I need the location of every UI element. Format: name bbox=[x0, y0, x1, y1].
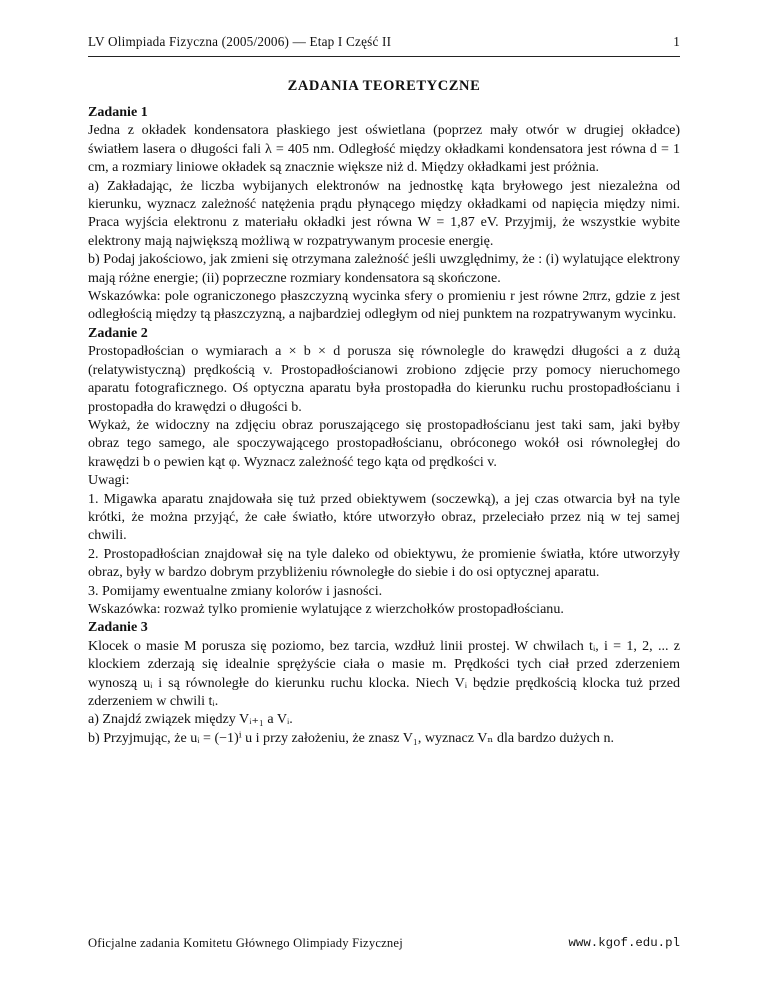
page-header bbox=[88, 34, 680, 54]
problem-2-note-1: 1. Migawka aparatu znajdowała się tuż przed obiektywem (soczewką), a jej czas otwarcia był na tyle krótki, że można przyjąć, że całe światło, które utworzyło obraz, przeleciało przez nią w tej samej chwili. bbox=[88, 490, 680, 544]
problem-2-paragraph: Prostopadłościan o wymiarach a × b × d porusza się równolegle do krawędzi długości a z dużą (relatywistyczną) prędkością v. Prostopadłościanowi zrobiono zdjęcie przy pomocy nieruchomego aparatu fotograficznego. Oś optyczna aparatu była prostopadła do kierunku ruchu prostopadłościanu i prostopadła do krawędzi o długości b. bbox=[88, 343, 680, 415]
problem-2-note-3: 3. Pomijamy ewentualne zmiany kolorów i jasności. bbox=[88, 582, 383, 599]
page-title: ZADANIA TEORETYCZNE bbox=[287, 78, 481, 94]
problem-3-part-b: b) Przyjmując, że uᵢ = (−1)ⁱ u i przy założeniu, że znasz V₁, wyznacz Vₙ dla bardzo dużych n. bbox=[88, 729, 614, 746]
problem-1-part-a: a) Zakładając, że liczba wybijanych elektronów na jednostkę kąta bryłowego jest niezależna od kierunku, wyznacz zależność natężenia prądu płynącego między okładkami od napięcia między nimi. Praca wyjścia elektronu z materiału okładki jest równa W = 1,87 eV. Przyjmij, że wszystkie wybite elektrony mają największą możliwą w rozpatrywanym procesie energię. bbox=[88, 177, 680, 249]
running-header: LV Olimpiada Fizyczna (2005/2006) — Etap I Część II bbox=[88, 34, 392, 49]
problem-2-notes-label: Uwagi: bbox=[88, 472, 130, 489]
problem-3-part-a: a) Znajdź związek między Vᵢ₊₁ a Vᵢ. bbox=[88, 711, 293, 728]
problem-1-hint: Wskazówka: pole ograniczonego płaszczyzną wycinka sfery o promieniu r jest równe 2πrz, gdzie z jest odległością między tą płaszczyzną, a najbardziej odległym od niej punktem na rozpatrywanym wycinku. bbox=[88, 288, 680, 323]
problem-2-heading: Zadanie 2 bbox=[88, 324, 148, 341]
problem-3 bbox=[88, 618, 680, 747]
problem-2-note-2: 2. Prostopadłościan znajdował się na tyle daleko od obiektywu, że promienie światła, które utworzyły obraz, były w bardzo dobrym przybliżeniu równoległe do siebie i do osi optycznej aparatu. bbox=[88, 545, 680, 581]
header-rule bbox=[88, 56, 680, 57]
problem-2 bbox=[88, 324, 680, 619]
page-footer bbox=[88, 936, 680, 956]
problem-3-heading: Zadanie 3 bbox=[88, 619, 148, 636]
problem-1-paragraph: Jedna z okładek kondensatora płaskiego jest oświetlana (poprzez mały otwór w drugiej okładce) światłem lasera o długości fali λ = 405 nm. Odległość między okładkami kondensatora jest równa d = 1 cm, a rozmiary liniowe okładek są znacznie większe niż d. Między okładkami jest próżnia. bbox=[88, 122, 680, 176]
problem-2-task: Wykaż, że widoczny na zdjęciu obraz poruszającego się prostopadłościanu jest taki sam, jaki byłby obraz tego samego, ale spoczywającego prostopadłościanu, obróconego wokół osi równoległej do krawędzi b o pewien kąt φ. Wyznacz zależność tego kąta od prędkości v. bbox=[88, 416, 680, 470]
problem-1 bbox=[88, 103, 680, 324]
problem-1-part-b: b) Podaj jakościowo, jak zmieni się otrzymana zależność jeśli uwzględnimy, że : (i) wylatujące elektrony mają różne energie; (ii) poprzeczne rozmiary kondensatora są skończone. bbox=[88, 251, 680, 286]
problem-2-hint: Wskazówka: rozważ tylko promienie wylatujące z wierzchołków prostopadłościanu. bbox=[88, 600, 564, 617]
problem-1-heading: Zadanie 1 bbox=[88, 104, 148, 120]
page-number: 1 bbox=[673, 34, 680, 49]
main-content bbox=[88, 103, 680, 747]
problem-3-paragraph: Klocek o masie M porusza się poziomo, bez tarcia, wzdłuż linii prostej. W chwilach tᵢ, i = 1, 2, ... z klockiem zderzają się idealnie sprężyście ciała o masie m. Prędkości tych ciał przed zderzeniem wynoszą uᵢ i są równoległe do kierunku ruchu klocka. Niech Vᵢ będzie prędkością klocka tuż przed zderzeniem w chwili tᵢ. bbox=[88, 637, 680, 709]
footer-source: Oficjalne zadania Komitetu Głównego Olimpiady Fizycznej bbox=[88, 936, 403, 950]
footer-url: www.kgof.edu.pl bbox=[568, 936, 680, 950]
